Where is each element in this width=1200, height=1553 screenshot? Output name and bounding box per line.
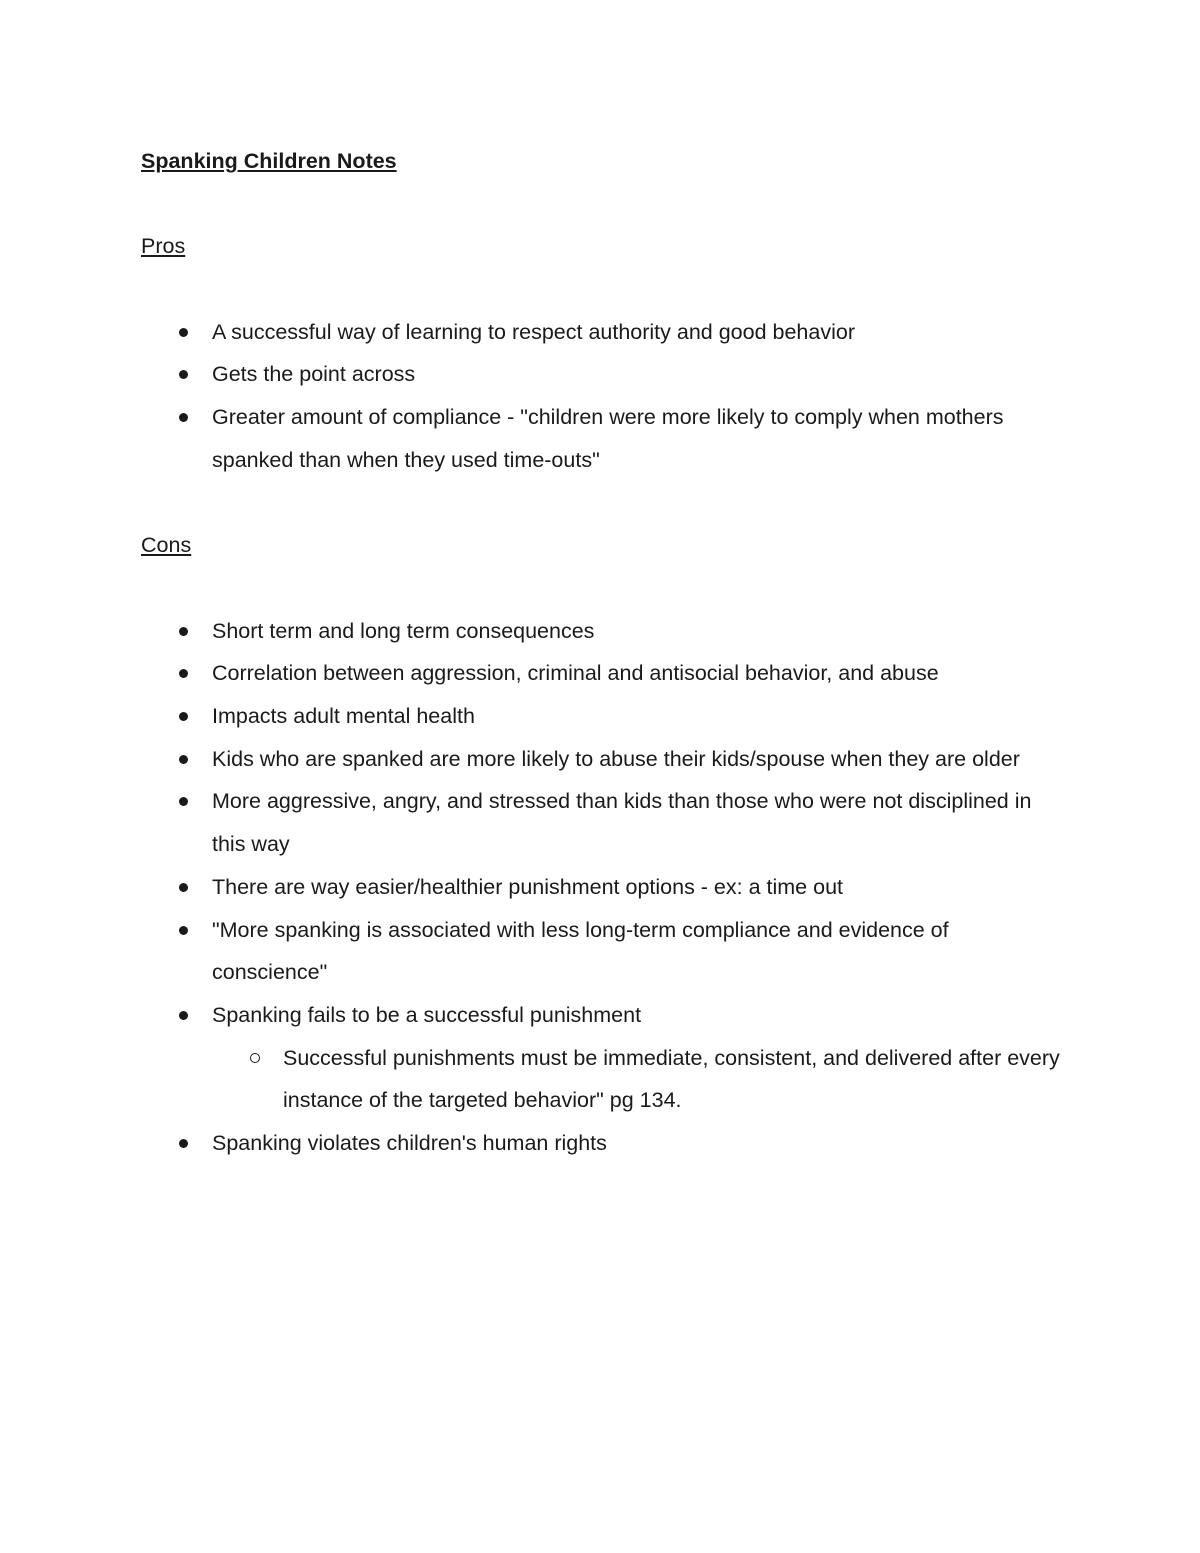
list-item-text: Greater amount of compliance - "children were more likely to comply when mothers spanked than when they used time-outs" [212,405,1004,472]
bullet-icon [179,755,188,764]
list-item-text: Impacts adult mental health [212,704,475,729]
list-item-text: More aggressive, angry, and stressed than kids than those who were not disciplined in this way [212,789,1032,857]
list-item-text: A successful way of learning to respect authority and good behavior [212,319,855,344]
bullet-icon [179,669,188,678]
list-item [141,353,1061,396]
list-item [141,909,1061,994]
bullet-icon [179,797,188,806]
document-title: Spanking Children Notes [141,149,397,173]
blank-line [141,567,1061,610]
list-item [141,311,1061,354]
sub-list-item-text: Successful punishments must be immediate, consistent, and delivered after every instance of the targeted behavior" pg 134. [283,1045,1060,1113]
bullet-icon [179,883,188,892]
list-item-text: Gets the point across [212,362,416,387]
bullet-icon [179,370,188,379]
hollow-bullet-icon [250,1053,260,1063]
bullet-icon [179,328,188,337]
list-item [141,866,1061,909]
list-item-text: Spanking violates children's human rights [212,1131,607,1156]
blank-line [141,183,1061,226]
bullet-icon [179,926,188,935]
document-body [141,140,1061,1165]
list-item [141,780,1061,865]
blank-line [141,482,1061,525]
list-item [141,610,1061,653]
list-item-text: "More spanking is associated with less long-term compliance and evidence of conscience" [212,917,949,985]
list-item [141,652,1061,695]
list-item [141,396,1061,481]
sub-list [212,1037,1061,1122]
list-item-text: Spanking fails to be a successful punishment [212,1002,642,1027]
bullet-icon [179,1139,188,1148]
list-item-text: Correlation between aggression, criminal and antisocial behavior, and abuse [212,661,939,686]
bullet-icon [179,413,188,422]
sub-list-item [212,1037,1061,1122]
bullet-icon [179,627,188,636]
bullet-icon [179,1011,188,1020]
pros-heading: Pros [141,234,186,259]
cons-list [141,610,1061,1165]
pros-list [141,311,1061,482]
list-item [141,994,1061,1122]
bullet-icon [179,712,188,721]
cons-heading: Cons [141,533,192,558]
list-item [141,695,1061,738]
list-item [141,1122,1061,1165]
list-item-text: There are way easier/healthier punishment options - ex: a time out [212,874,843,899]
list-item-text: Kids who are spanked are more likely to abuse their kids/spouse when they are older [212,746,1020,771]
list-item [141,738,1061,781]
blank-line [141,268,1061,311]
list-item-text: Short term and long term consequences [212,618,595,643]
